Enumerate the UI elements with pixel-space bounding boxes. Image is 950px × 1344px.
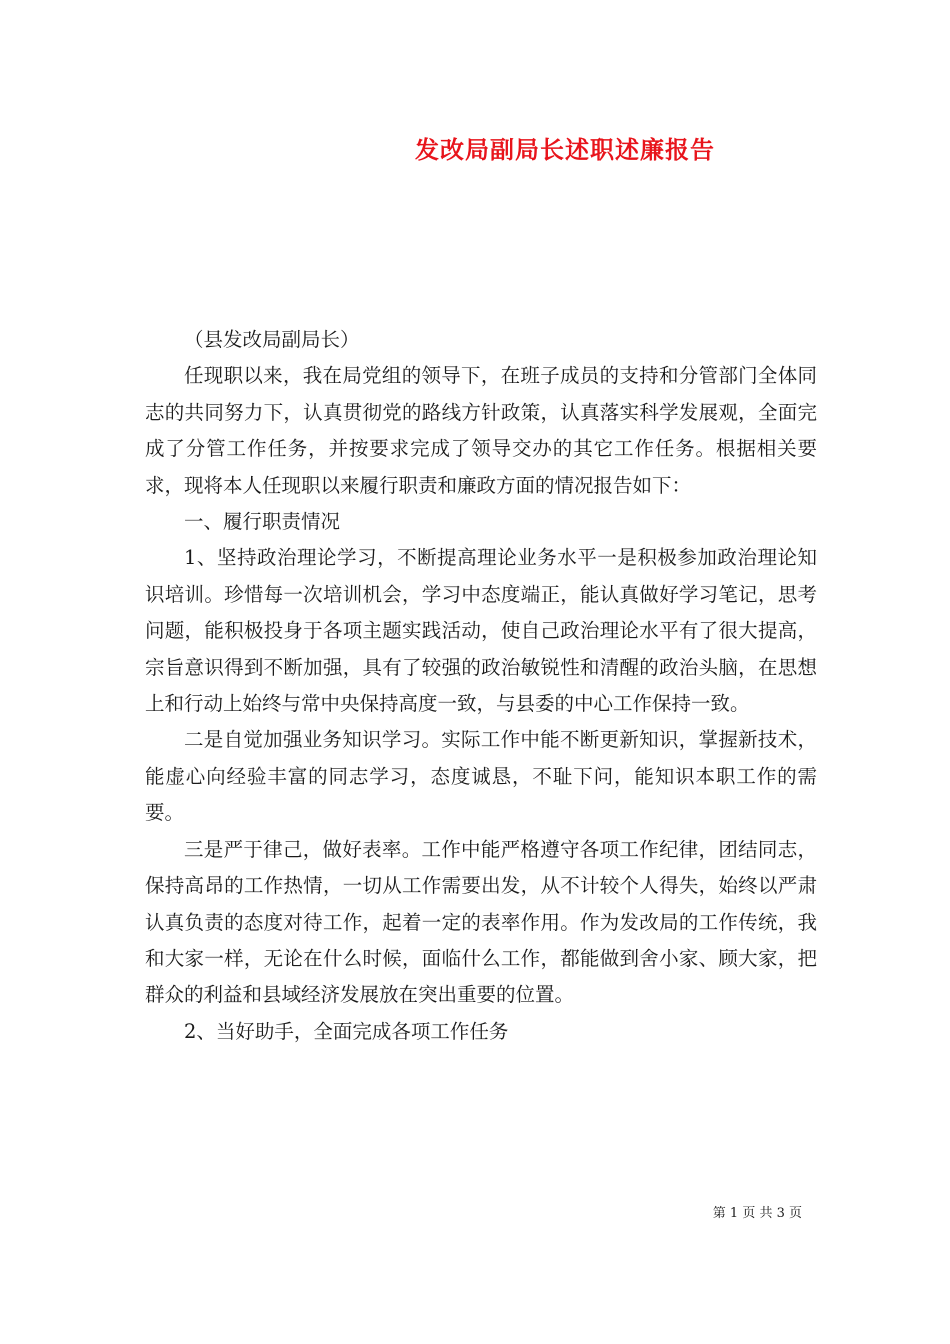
- document-title: 发改局副局长述职述廉报告: [415, 135, 715, 164]
- paragraph-study: 1、坚持政治理论学习，不断提高理论业务水平一是积极参加政治理论知识培训。珍惜每一次培训机会，学习中态度端正，能认真做好学习笔记，思考问题，能积极投身于各项主题实践活动，使自己政治理论水平有了很大提高，宗旨意识得到不断加强，具有了较强的政治敏锐性和清醒的政治头脑，在思想上和行动上始终与常中央保持高度一致，与县委的中心工作保持一致。: [145, 546, 817, 716]
- page-number: 第 1 页 共 3 页: [712, 1206, 802, 1221]
- author-line: （县发改局副局长）: [184, 328, 360, 351]
- document-body: [145, 322, 817, 1050]
- subsection-heading: 2、当好助手，全面完成各项工作任务: [184, 1019, 509, 1043]
- section-heading: 一、履行职责情况: [184, 510, 341, 534]
- paragraph-discipline: 三是严于律己，做好表率。工作中能严格遵守各项工作纪律，团结同志，保持高昂的工作热情，一切从工作需要出发，从不计较个人得失，始终以严肃认真负责的态度对待工作，起着一定的表率作用。作为发改局的工作传统，我和大家一样，无论在什么时候，面临什么工作，都能做到舍小家、顾大家，把群众的利益和县域经济发展放在突出重要的位置。: [145, 837, 817, 1007]
- paragraph-business: 二是自觉加强业务知识学习。实际工作中能不断更新知识，掌握新技术，能虚心向经验丰富的同志学习，态度诚恳，不耻下问，能知识本职工作的需要。: [145, 728, 817, 825]
- paragraph-intro: 任现职以来，我在局党组的领导下，在班子成员的支持和分管部门全体同志的共同努力下，认真贯彻党的路线方针政策，认真落实科学发展观，全面完成了分管工作任务，并按要求完成了领导交办的其它工作任务。根据相关要求，现将本人任现职以来履行职责和廉政方面的情况报告如下：: [145, 364, 817, 497]
